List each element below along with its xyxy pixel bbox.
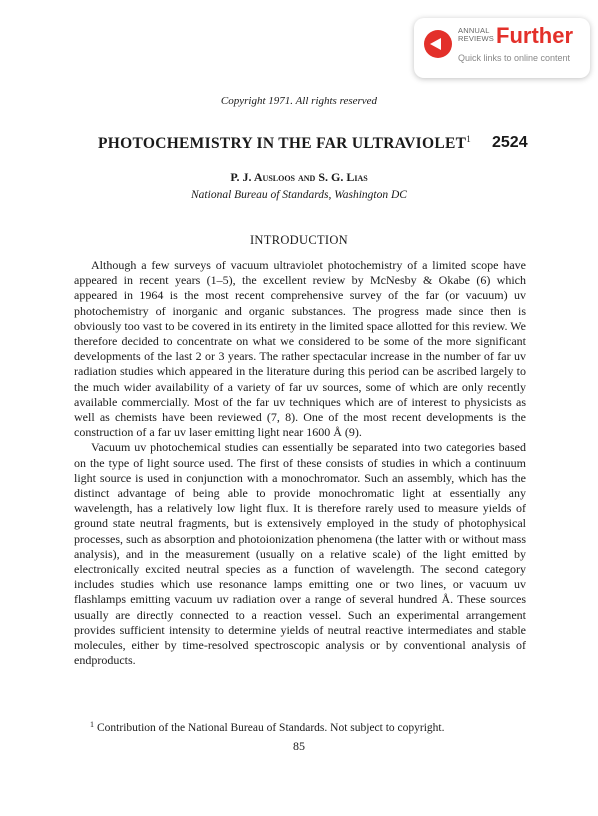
article-title-text: PHOTOCHEMISTRY IN THE FAR ULTRAVIOLET (98, 135, 467, 152)
article-body (74, 258, 526, 668)
further-subtitle: Quick links to online content (458, 53, 571, 63)
arrow-left-icon (424, 30, 452, 58)
further-links-badge[interactable] (414, 18, 590, 78)
paragraph: Vacuum uv photochemical studies can essentially be separated into two categories based on the type of light source used. The first of these consists of studies in which a continuum light source is used in conjunction with a monochromator. Such an assembly, which has the distinct advantage of being able to provide monochromatic light at essentially any wavelength, has a relatively low light flux. It is therefore rarely used to measure yields of ground state neutral fragments, but is extensively employed in the study of photophysical processes, such as absorption and photoionization phenomena (the latter with or without mass analysis), and in the measurement (usually on a relative scale) of the light emitted by electronically excited neutral species as a function of wavelength. The second category includes studies which use resonance lamps emitting one or two lines, or vacuum uv flashlamps emitting vacuum uv radiation over a range of several hundred Å. These sources usually are directly connected to a reaction vessel. Such an experimental arrangement provides sufficient intensity to determine yields of neutral reactive intermediates and stable molecules, either by time-resolved spectroscopic analysis or by conventional analysis of endproducts. (74, 440, 526, 668)
footnote-text: Contribution of the National Bureau of Standards. Not subject to copyright. (97, 722, 445, 734)
title-footnote-mark: 1 (466, 134, 472, 144)
footnote-mark: 1 (90, 720, 94, 729)
article-title (98, 134, 471, 153)
copyright-notice: Copyright 1971. All rights reserved (220, 95, 378, 107)
article-number: 2524 (492, 134, 528, 151)
annual-reviews-logo-text: ANNUAL REVIEWS (458, 26, 494, 43)
paragraph: Although a few surveys of vacuum ultraviolet photochemistry of a limited scope have appeared in recent years (1–5), the excellent review by McNesby & Okabe (6) which appeared in 1964 is the most recent comprehensive survey of the far (or vacuum) uv photochemistry of inorganic and organic substances. The progress made since then is obviously too vast to be covered in its entirety in the limited space allotted for this review. We therefore decided to concentrate on what we considered to be some of the more significant developments of the last 2 or 3 years. The rather spectacular increase in the number of far uv radiation studies which appeared in the literature during this period can be ascribed largely to the much wider availability of a variety of far uv sources, some of which are only recently available commercially. Most of the far uv techniques which are of interest to physicists as well as chemists have been reviewed (7, 8). One of the most recent developments is the construction of a far uv laser emitting light near 1600 Å (9). (74, 258, 526, 440)
footnote (90, 718, 530, 735)
affiliation: National Bureau of Standards, Washington DC (191, 189, 407, 201)
section-heading: INTRODUCTION (249, 233, 349, 247)
further-title: Further (496, 23, 573, 48)
authors: P. J. Ausloos and S. G. Lias (230, 170, 368, 184)
page-number: 85 (293, 739, 305, 753)
